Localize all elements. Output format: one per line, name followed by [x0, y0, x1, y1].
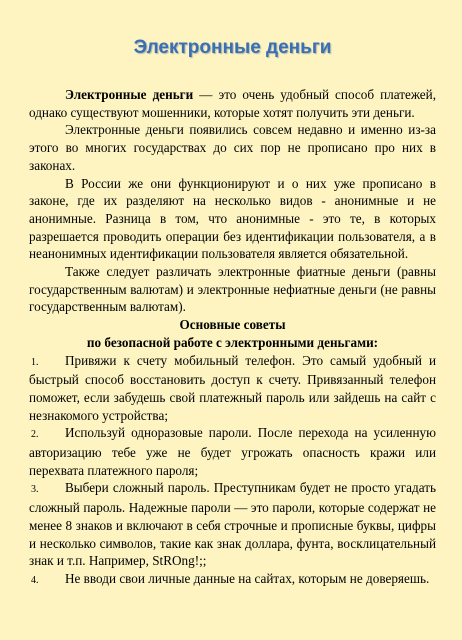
intro-lead-term: Электронные деньги	[65, 87, 194, 102]
tips-heading-line1: Основные советы	[179, 317, 286, 333]
paragraph-fiat: Также следует различать электронные фиатные деньги (равны государственным валютам) и электронные нефиатные деньги (не равны государственным валютам).	[29, 264, 436, 315]
list-item-number: 4.	[31, 574, 39, 586]
paragraph-russia: В России же они функционируют и о них уже прописано в законе, где их разделяют на несколько видов - анонимные и не анонимные. Разница в том, что анонимные - это те, в которых разрешается проводить операции без идентификации пользователя, а в неанонимных идентификации пользователя является обязательной.	[29, 175, 436, 262]
tips-heading-line2: по безопасной работе с электронными деньгами:	[86, 334, 379, 350]
page-title: Электронные деньги	[133, 37, 332, 58]
list-item-text: Используй одноразовые пароли. После перехода на усиленную авторизацию тебе уже не будет угрожать опасность кражи или перехвата платежного пароля;	[29, 425, 436, 478]
list-item-text: Привяжи к счету мобильный телефон. Это самый удобный и быстрый способ восстановить доступ к счету. Привязанный телефон поможет, если забудешь свой платежный пароль или зайдешь на сайт с незнакомого устройства;	[29, 352, 436, 423]
list-item	[29, 352, 436, 425]
list-item-text: Выбери сложный пароль. Преступникам будет не просто угадать сложный пароль. Надежные пароли — это пароли, которые содержат не менее 8 знаков и включают в себя строчные и прописные буквы, цифры и несколько символов, такие как знак доллара, фунта, восклицательный знак и т.п. Например, StROng!;;	[29, 480, 436, 569]
list-item	[29, 424, 436, 479]
intro-paragraph	[29, 86, 436, 121]
paragraph-origin: Электронные деньги появились совсем недавно и именно из-за этого во многих государствах до сих пор не прописано про них в законах.	[29, 122, 436, 173]
list-item-number: 1.	[31, 356, 39, 368]
list-item-number: 3.	[31, 484, 39, 496]
list-item	[29, 479, 436, 570]
list-item-number: 2.	[31, 429, 39, 441]
list-item-text: Не вводи свои личные данные на сайтах, которым не доверяешь.	[65, 570, 430, 586]
list-item	[29, 570, 436, 590]
tips-list	[29, 352, 436, 590]
intro-rest: — это очень удобный способ платежей, однако существуют мошенники, которые хотят получить эти деньги.	[29, 87, 436, 120]
